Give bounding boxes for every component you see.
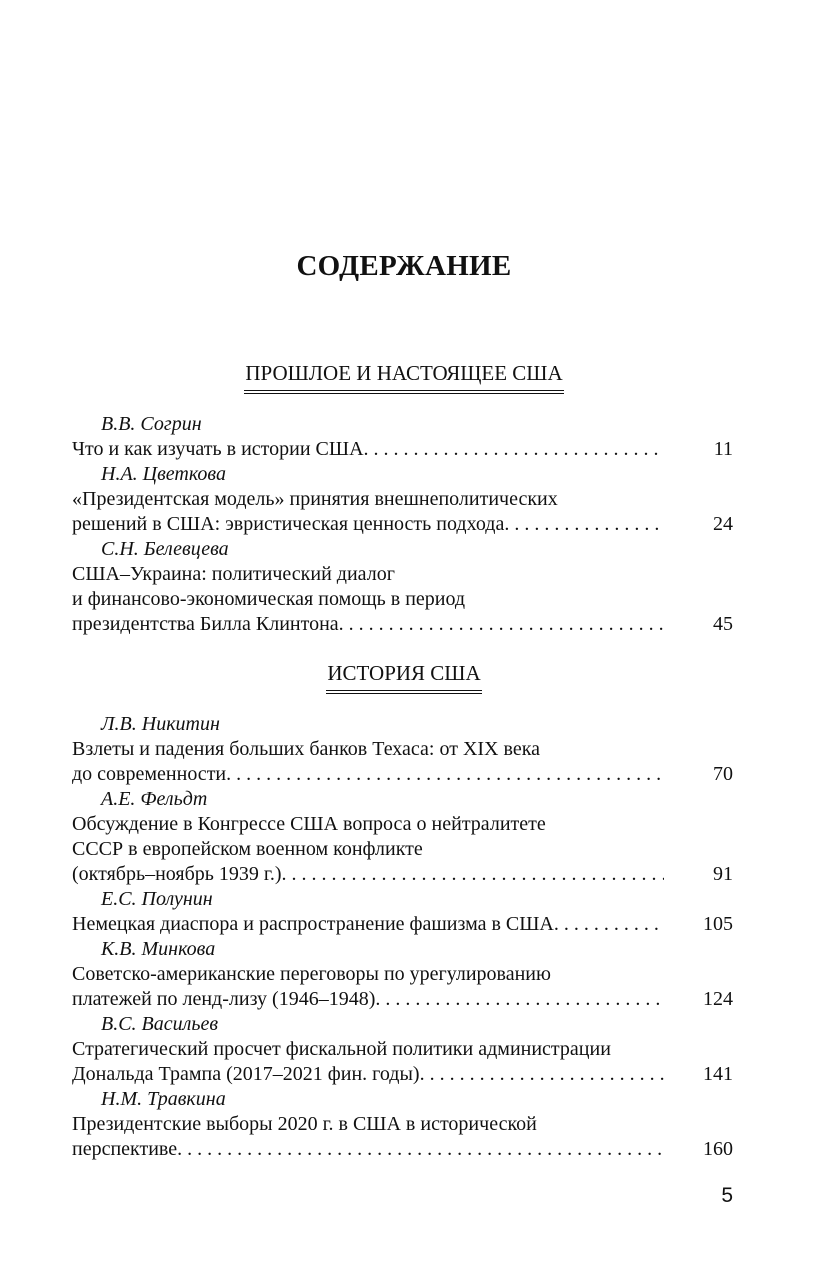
entry-title-line: СССР в европейском военном конфликте — [72, 838, 423, 860]
entry-title-line: и финансово-экономическая помощь в период — [72, 588, 466, 610]
entry-author: В.В. Согрин — [101, 413, 202, 435]
entry-page-number: 141 — [703, 1063, 733, 1085]
entry-title-line — [72, 987, 664, 1012]
dot-leader — [554, 912, 664, 937]
entry-title-line — [72, 912, 664, 937]
entry-title-text: платежей по ленд-лизу (1946–1948) — [72, 988, 376, 1010]
entry-title-line — [72, 1062, 664, 1087]
entry-title-line: Президентские выборы 2020 г. в США в исторической — [72, 1113, 537, 1135]
entry-title-line — [72, 762, 664, 787]
entry-author: Е.С. Полунин — [101, 888, 213, 910]
entry-page-number: 91 — [713, 863, 733, 885]
entry-page-number: 105 — [703, 913, 733, 935]
dot-leader — [375, 987, 664, 1012]
entry-page-number: 45 — [713, 613, 733, 635]
entry-title-text: (октябрь–ноябрь 1939 г.) — [72, 863, 282, 885]
entry-author: К.В. Минкова — [101, 938, 216, 960]
entry-title-text: до современности — [72, 763, 227, 785]
entry-author: Л.В. Никитин — [101, 713, 220, 735]
entry-author: Н.М. Травкина — [101, 1088, 226, 1110]
entry-page-number: 70 — [713, 763, 733, 785]
entry-page-number: 11 — [713, 438, 733, 460]
entry-title-line: США–Украина: политический диалог — [72, 563, 395, 585]
entry-title-line — [72, 437, 664, 462]
dot-leader — [420, 1062, 664, 1087]
entry-title-text: президентства Билла Клинтона — [72, 613, 339, 635]
entry-title-text: Дональда Трампа (2017–2021 фин. годы) — [72, 1063, 420, 1085]
entry-title-line: Стратегический просчет фискальной политики администрации — [72, 1038, 611, 1060]
entry-title-text: перспективе — [72, 1138, 178, 1160]
entry-title-line — [72, 862, 664, 887]
entry-author: А.Е. Фельдт — [101, 788, 208, 810]
entry-author: В.С. Васильев — [101, 1013, 219, 1035]
folio-page-number: 5 — [721, 1184, 733, 1207]
section-heading — [0, 660, 808, 694]
section-heading-text: ПРОШЛОЕ И НАСТОЯЩЕЕ США — [244, 360, 563, 394]
entry-title-line — [72, 1137, 664, 1162]
dot-leader — [364, 437, 664, 462]
section-heading-text: ИСТОРИЯ США — [326, 660, 481, 694]
entry-title-line: Взлеты и падения больших банков Техаса: от XIX века — [72, 738, 540, 760]
dot-leader — [282, 862, 664, 887]
dot-leader — [226, 762, 664, 787]
entry-title-line: «Президентская модель» принятия внешнеполитических — [72, 488, 558, 510]
entry-author: Н.А. Цветкова — [101, 463, 226, 485]
entry-title-line: Советско-американские переговоры по урегулированию — [72, 963, 551, 985]
entry-title-text: Что и как изучать в истории США — [72, 438, 364, 460]
dot-leader — [504, 512, 664, 537]
dot-leader — [339, 612, 664, 637]
entry-page-number: 160 — [703, 1138, 733, 1160]
page-title: СОДЕРЖАНИЕ — [296, 250, 512, 282]
entry-author: С.Н. Белевцева — [101, 538, 229, 560]
entry-title-text: решений в США: эвристическая ценность подхода — [72, 513, 505, 535]
section-heading — [0, 360, 808, 394]
dot-leader — [177, 1137, 664, 1162]
entry-page-number: 24 — [713, 513, 733, 535]
entry-title-line — [72, 512, 664, 537]
entry-title-text: Немецкая диаспора и распространение фашизма в США — [72, 913, 554, 935]
entry-title-line — [72, 612, 664, 637]
entry-page-number: 124 — [703, 988, 733, 1010]
entry-title-line: Обсуждение в Конгрессе США вопроса о нейтралитете — [72, 813, 546, 835]
